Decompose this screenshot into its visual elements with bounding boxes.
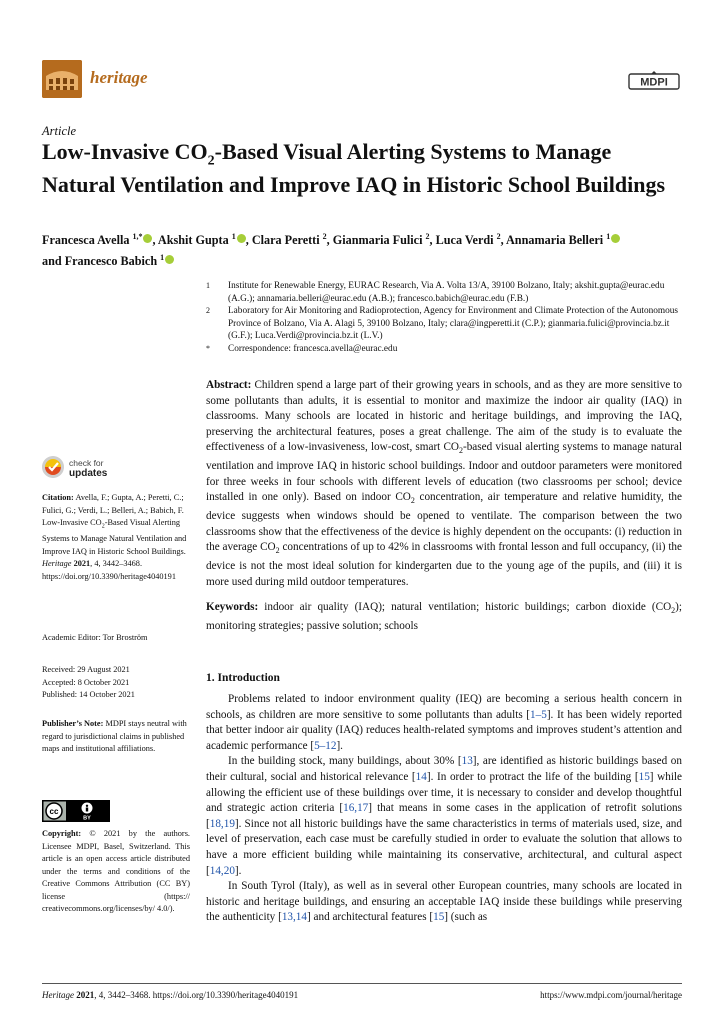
citation: Citation: Avella, F.; Gupta, A.; Peretti, C.; Fulici, G.; Verdi, L.; Belleri, A.; Babich, F. Low-Invasive $CO_2$-Based Visual Alerting Systems to Manage Natural Ventilation and Improve IAQ in Historic School Buildings. Heritage 2021, 4, 3442–3468. https://doi.org/10.3390/heritage4040191 <box>42 493 187 581</box>
publisher-note: Publisher’s Note: MDPI stays neutral with regard to jurisdictional claims in published maps and institutional affiliations. <box>42 719 187 753</box>
check-for-updates-button[interactable]: check for updates <box>42 456 172 482</box>
ref-link[interactable]: 16,17 <box>343 802 369 815</box>
check-updates-icon <box>42 456 64 478</box>
journal-logo <box>42 60 82 98</box>
ref-link[interactable]: 1–5 <box>530 708 547 721</box>
orcid-icon[interactable] <box>611 234 620 243</box>
orcid-icon[interactable] <box>143 234 152 243</box>
author: Francesca Avella <box>42 233 130 248</box>
mdpi-logo <box>628 70 680 90</box>
ref-link[interactable]: 14,20 <box>209 864 235 877</box>
footer-citation: Heritage 2021, 4, 3442–3468. https://doi.org/10.3390/heritage4040191 <box>42 990 299 1000</box>
author: Francesco Babich <box>64 254 158 269</box>
ref-link[interactable]: 15 <box>433 911 445 924</box>
article-title: Low-Invasive $CO_2$-Based Visual Alerting Systems to Manage Natural Ventilation and Improve IAQ in Historic School Buildings <box>42 139 666 197</box>
colosseum-icon <box>42 60 82 98</box>
publication-dates: Received: 29 August 2021 Accepted: 8 October 2021 Published: 14 October 2021 <box>42 665 135 699</box>
keywords: Keywords: indoor air quality (IAQ); natural ventilation; historic buildings; carbon dioxide $(CO_2)$; monitoring strategies; passive solution; schools <box>206 601 682 632</box>
ref-link[interactable]: 13,14 <box>281 911 307 924</box>
svg-text:BY: BY <box>83 815 91 822</box>
paragraph: Problems related to indoor environment quality (IEQ) are becoming a serious health concern in schools, as children are more sensitive to some pollutants than adults [1–5]. It has been widely reported that better indoor air quality (IAQ) reduces health-related symptoms and improves student’s attention and academic performance [5–12]. <box>206 693 682 752</box>
footer-journal-url[interactable]: https://www.mdpi.com/journal/heritage <box>540 990 682 1000</box>
paragraph: In the building stock, many buildings, about 30% [13], are identified as historic buildings based on their cultural, social and historical relevance [14]. In order to protract the life of the building [15] while allowing the efficient use of these buildings over time, it is necessary to consider and develop thoughtful and strategic action criteria [16,17] that means in some cases in the application of retrofit solutions [18,19]. Since not all historic buildings have the same characteristics in terms of materials used, size, and level of preservation, each case must be carefully studied in order to evaluate the solution that allows to have a more efficient building while maintaining its conservative, architectural, and cultural aspect [14,20]. <box>206 755 683 877</box>
ref-link[interactable]: 13 <box>461 755 473 768</box>
orcid-icon[interactable] <box>237 234 246 243</box>
author: Gianmaria Fulici <box>332 233 423 248</box>
abstract: Abstract: Children spend a large part of their growing years in schools, and as they are more sensitive to some pollutants than adults, it is essential to monitor and maximize the indoor air quality (IAQ) in classrooms. Many schools are located in historic and heritage buildings, and improving the IAQ, preserving the architectural features, poses a great challenge. The aim of the study is to evaluate the effectiveness of a low-invasiveness, low-cost, smart $CO_2$-based visual alerting systems to manage natural ventilation and improve IAQ in historic school buildings. Indoor and outdoor parameters were monitored for three weeks in four schools with different levels of education (two classrooms per school; device installed in one only). Based on indoor $CO_2$ concentration, air temperature and relative humidity, the device suggests when windows should be opened to ventilate. The comparison between the two classrooms show that the effectiveness of the device is highly dependent on the occupants: (i) reduction in the average $CO_2$ concentrations of up to 42% in classrooms with frontal lesson and full occupancy, (ii) the device is not the most ideal solution for kindergarten due to the young age of the pupils, and (iii) it is more used during mild outdoor temperatures. <box>206 379 682 588</box>
footer-rule <box>42 983 682 984</box>
cc-by-license-icon[interactable] <box>42 800 110 822</box>
orcid-icon[interactable] <box>165 255 174 264</box>
ref-link[interactable]: 15 <box>638 770 650 783</box>
affiliation: 1 Institute for Renewable Energy, EURAC Research, Via A. Volta 13/A, 39100 Bolzano, Italy; akshit.gupta@eurac.edu (A.G.); annamaria.belleri@eurac.edu (A.B.); francesco.babich@eurac.edu (F.B.) <box>206 281 665 304</box>
svg-text:cc: cc <box>49 807 59 816</box>
author: Luca Verdi <box>435 233 494 248</box>
author: Akshit Gupta <box>157 233 229 248</box>
mdpi-text: MDPI <box>640 76 668 89</box>
affiliations <box>206 280 686 355</box>
article-type: Article <box>42 124 77 138</box>
copyright: Copyright: © 2021 by the authors. Licensee MDPI, Basel, Switzerland. This article is an open access article distributed under the terms and conditions of the Creative Commons Attribution (CC BY) license (https:// creativecommons.org/licenses/by/ 4.0/). <box>42 829 190 913</box>
ref-link[interactable]: 14 <box>415 770 427 783</box>
author-list: Francesca Avella $^{1,*}$ , Akshit Gupta $^1$ , Clara Peretti $^2$, Gianmaria Fulici $^2$, Luca Verdi $^2$, Annamaria Belleri $^1$ and Francesco Babich $^1$ <box>42 228 692 270</box>
academic-editor: Academic Editor: Tor Broström <box>42 633 148 642</box>
journal-name: heritage <box>90 68 148 87</box>
correspondence: * Correspondence: francesca.avella@eurac.edu <box>206 343 398 354</box>
introduction-body <box>206 692 682 926</box>
ref-link[interactable]: 18,19 <box>209 817 235 830</box>
author: Clara Peretti <box>251 233 320 248</box>
author: Annamaria Belleri <box>506 233 604 248</box>
paragraph: In South Tyrol (Italy), as well as in several other European countries, many schools are located in historic and heritage buildings, and ensuring an acceptable IAQ inside these buildings while preserving the authenticity [13,14] and architectural features [15] (such as <box>206 880 682 924</box>
ref-link[interactable]: 5–12 <box>314 739 337 752</box>
affiliation: 2 Laboratory for Air Monitoring and Radioprotection, Agency for Environment and Climate Protection of the Autonomous Province of Bolzano, Via A. Alagi 5, 39100 Bolzano, Italy; clara@ingperetti.it (C.P.); gianmaria.fulici@provincia.bz.it (G.F.); Luca.Verdi@provincia.bz.it (L.V.) <box>206 306 679 341</box>
section-heading: 1. Introduction <box>206 672 280 684</box>
